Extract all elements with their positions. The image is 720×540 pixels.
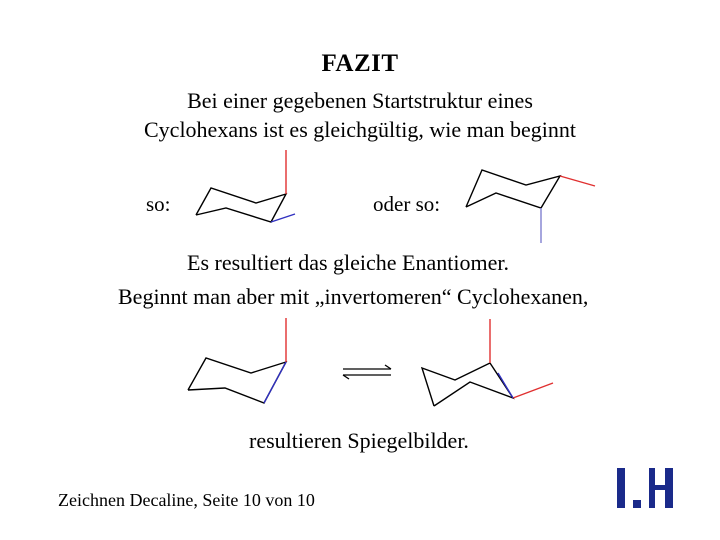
equilibrium-arrows-icon xyxy=(343,365,391,379)
equatorial-bond xyxy=(560,176,595,186)
result-line-3: resultieren Spiegelbilder. xyxy=(249,428,469,453)
label-oder-so: oder so: xyxy=(373,192,441,216)
equatorial-bond xyxy=(513,383,553,398)
ring-bond-blue xyxy=(498,373,513,398)
footer-page-info: Zeichnen Decaline, Seite 10 von 10 xyxy=(58,490,315,510)
ring-bonds xyxy=(188,358,286,403)
cyclohexane-bottom-left xyxy=(188,318,286,403)
label-so: so: xyxy=(146,192,171,216)
university-logo-icon xyxy=(615,466,685,512)
ring-bonds xyxy=(422,363,513,406)
ring-bonds xyxy=(196,188,286,222)
cyclohexane-top-right xyxy=(466,170,595,243)
result-line-1: Es resultiert das gleiche Enantiomer. xyxy=(187,250,509,275)
intro-line-2: Cyclohexans ist es gleichgültig, wie man beginnt xyxy=(144,117,576,142)
slide-title: FAZIT xyxy=(321,50,399,77)
ring-bonds xyxy=(466,170,560,208)
cyclohexane-bottom-right xyxy=(422,319,553,406)
intro-line-1: Bei einer gegebenen Startstruktur eines xyxy=(187,88,533,113)
cyclohexane-top-left xyxy=(196,150,295,222)
result-line-2: Beginnt man aber mit „invertomeren“ Cyclohexanen, xyxy=(118,284,589,309)
